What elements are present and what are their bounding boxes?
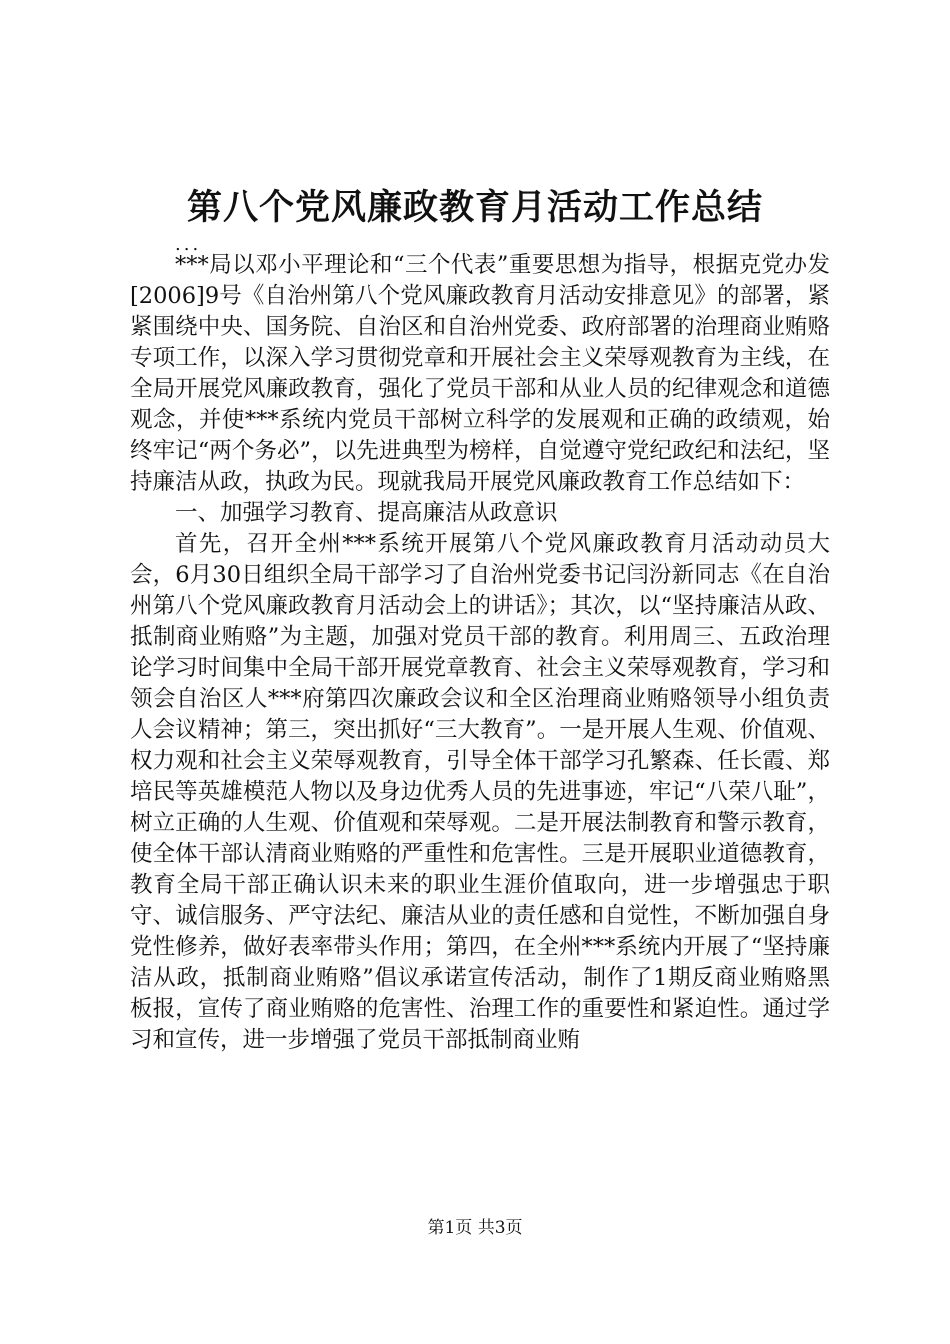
section-heading-1: 一、加强学习教育、提高廉洁从政意识 [175, 500, 558, 526]
page-footer: 第1页 共3页 [427, 1218, 523, 1238]
ellipsis-marker: ... [175, 234, 202, 255]
paragraph-intro: ***局以邓小平理论和“三个代表”重要思想为指导，根据克党办发[2006]9号《自治州第八个党风廉政教育月活动安排意见》的部署，紧紧围绕中央、国务院、自治区和自治州党委、政府部署的治理商业贿赂专项工作，以深入学习贯彻党章和开展社会主义荣辱观教育为主线，在全局开展党风廉政教育，强化了党员干部和从业人员的纪律观念和道德观念，并使***系统内党员干部树立科学的发展观和正确的政绩观，始终牢记“两个务必”，以先进典型为榜样，自觉遵守党纪政纪和法纪，坚持廉洁从政，执政为民。现就我局开展党风廉政教育工作总结如下： [130, 252, 830, 495]
paragraph-section-1: 首先，召开全州***系统开展第八个党风廉政教育月活动动员大会，6月30日组织全局干部学习了自治州党委书记闫汾新同志《在自治州第八个党风廉政教育月活动会上的讲话》；其次，以“坚持廉洁从政、抵制商业贿赂”为主题，加强对党员干部的教育。利用周三、五政治理论学习时间集中全局干部开展党章教育、社会主义荣辱观教育，学习和领会自治区人***府第四次廉政会议和全区治理商业贿赂领导小组负责人会议精神；第三，突出抓好“三大教育”。一是开展人生观、价值观、权力观和社会主义荣辱观教育，引导全体干部学习孔繁森、任长霞、郑培民等英雄模范人物以及身边优秀人员的先进事迹，牢记“八荣八耻”，树立正确的人生观、价值观和荣辱观。二是开展法制教育和警示教育，使全体干部认清商业贿赂的严重性和危害性。三是开展职业道德教育，教育全局干部正确认识未来的职业生涯价值取向，进一步增强忠于职守、诚信服务、严守法纪、廉洁从业的责任感和自觉性，不断加强自身党性修养，做好表率带头作用；第四，在全州***系统内开展了“坚持廉洁从政，抵制商业贿赂”倡议承诺宣传活动，制作了1期反商业贿赂黑板报，宣传了商业贿赂的危害性、治理工作的重要性和紧迫性。通过学习和宣传，进一步增强了党员干部抵制商业贿 [130, 531, 830, 1053]
document-title: 第八个党风廉政教育月活动工作总结 [186, 187, 763, 228]
document-body [130, 234, 830, 1056]
